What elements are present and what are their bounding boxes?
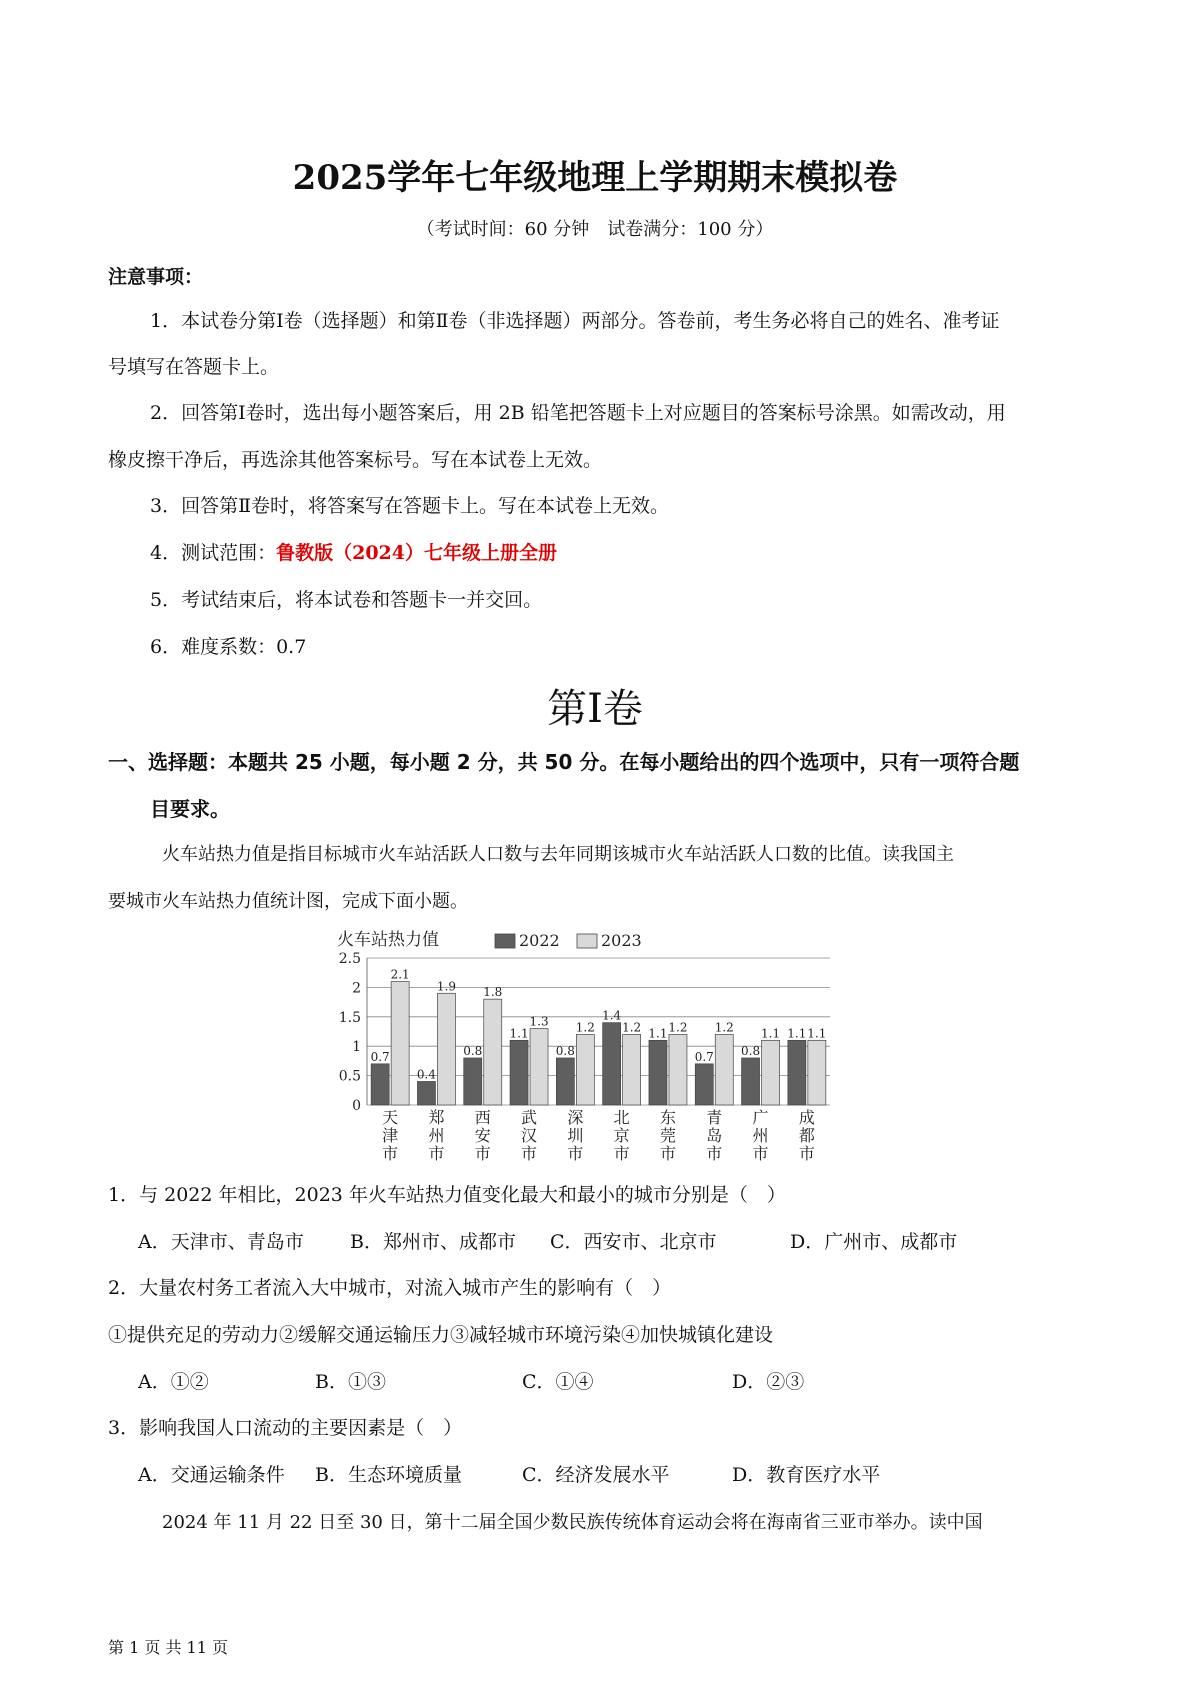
data-label-2023-深圳市: 1.2 (575, 1020, 595, 1035)
x-tick-label-郑州市-0: 郑 (428, 1108, 445, 1127)
bar-2022-北京市 (603, 1023, 621, 1105)
bar-2022-郑州市 (417, 1081, 435, 1105)
chart-intro-line-2: 要城市火车站热力值统计图，完成下面小题。 (108, 891, 468, 912)
q2-option-a: A．①② (138, 1371, 209, 1393)
data-label-2023-广州市: 1.1 (761, 1026, 781, 1041)
notice-item-1-line-2: 号填写在答题卡上。 (108, 356, 280, 378)
data-label-2022-东莞市: 1.1 (648, 1026, 668, 1041)
bar-2023-深圳市 (576, 1034, 594, 1105)
section-title: 第Ⅰ卷 (547, 686, 643, 732)
legend-swatch-2023 (577, 934, 597, 948)
x-tick-label-北京市-1: 京 (613, 1126, 630, 1145)
data-label-2023-郑州市: 1.9 (436, 979, 456, 994)
x-tick-label-成都市-1: 都 (798, 1126, 815, 1145)
y-tick-label: 2 (352, 980, 361, 997)
bar-2023-青岛市 (715, 1034, 733, 1105)
bar-chart (325, 925, 865, 1170)
y-tick-label: 1 (352, 1039, 361, 1056)
q1-option-d: D．广州市、成都市 (790, 1231, 958, 1253)
y-tick-label: 1.5 (338, 1009, 361, 1026)
test-scope: 鲁教版（2024）七年级上册全册 (276, 542, 557, 564)
bar-2022-成都市 (788, 1040, 806, 1105)
data-label-2023-北京市: 1.2 (622, 1020, 642, 1035)
x-tick-label-广州市-0: 广 (752, 1108, 769, 1127)
q2-option-c: C．①④ (522, 1371, 594, 1393)
x-tick-label-成都市-2: 市 (798, 1144, 815, 1163)
page-title: 2025学年七年级地理上学期期末模拟卷 (292, 158, 898, 198)
passage-intro: 2024 年 11 月 22 日至 30 日，第十二届全国少数民族传统体育运动会将在海南省三亚市举办。读中国 (162, 1512, 983, 1533)
x-tick-label-深圳市-2: 市 (567, 1144, 584, 1163)
notice-heading: 注意事项： (108, 266, 204, 288)
data-label-2023-东莞市: 1.2 (668, 1020, 688, 1035)
x-tick-label-青岛市-0: 青 (706, 1108, 723, 1127)
x-tick-label-青岛市-1: 岛 (706, 1126, 723, 1145)
x-tick-label-广州市-1: 州 (752, 1126, 769, 1145)
chart-intro-line-1: 火车站热力值是指目标城市火车站活跃人口数与去年同期该城市火车站活跃人口数的比值。读我国主 (162, 844, 954, 865)
page-footer: 第 1 页 共 11 页 (108, 1638, 228, 1657)
x-tick-label-东莞市-2: 市 (659, 1144, 676, 1163)
bar-2023-郑州市 (437, 993, 455, 1105)
data-label-2022-天津市: 0.7 (370, 1049, 390, 1064)
x-tick-label-青岛市-2: 市 (706, 1144, 723, 1163)
legend-label-2023: 2023 (601, 931, 642, 950)
question-1: 1．与 2022 年相比，2023 年火车站热力值变化最大和最小的城市分别是（ ） (108, 1184, 786, 1206)
q1-option-a: A．天津市、青岛市 (138, 1231, 304, 1253)
q3-option-d: D．教育医疗水平 (732, 1464, 881, 1486)
notice-item-2-line-2: 橡皮擦干净后，再选涂其他答案标号。写在本试卷上无效。 (108, 449, 603, 471)
notice-item-6: 6．难度系数：0.7 (150, 636, 307, 658)
x-tick-label-西安市-0: 西 (474, 1108, 491, 1127)
legend-swatch-2022 (495, 934, 515, 948)
bar-2023-北京市 (623, 1034, 641, 1105)
x-tick-label-武汉市-1: 汉 (521, 1126, 538, 1145)
data-label-2022-成都市: 1.1 (787, 1026, 807, 1041)
x-tick-label-北京市-2: 市 (613, 1144, 630, 1163)
data-label-2023-武汉市: 1.3 (529, 1014, 549, 1029)
x-tick-label-西安市-1: 安 (474, 1126, 491, 1145)
notice-item-2-line-1: 2．回答第Ⅰ卷时，选出每小题答案后，用 2B 铅笔把答题卡上对应题目的答案标号涂黑。如需改动，用 (150, 402, 1006, 424)
x-tick-label-天津市-1: 津 (382, 1126, 399, 1145)
bar-2023-东莞市 (669, 1034, 687, 1105)
question-2: 2．大量农村务工者流入大中城市，对流入城市产生的影响有（ ） (108, 1277, 672, 1299)
q3-option-a: A．交通运输条件 (138, 1464, 285, 1486)
data-label-2022-广州市: 0.8 (741, 1043, 761, 1058)
x-tick-label-天津市-2: 市 (382, 1144, 399, 1163)
bar-2022-西安市 (464, 1058, 482, 1105)
bar-2022-武汉市 (510, 1040, 528, 1105)
notice-item-4-prefix: 4．测试范围： (150, 542, 277, 564)
bar-2023-成都市 (808, 1040, 826, 1105)
x-tick-label-北京市-0: 北 (613, 1108, 630, 1127)
data-label-2023-青岛市: 1.2 (714, 1020, 734, 1035)
bar-2022-广州市 (742, 1058, 760, 1105)
data-label-2022-西安市: 0.8 (463, 1043, 483, 1058)
chart-title: 火车站热力值 (337, 930, 439, 950)
notice-item-5: 5．考试结束后，将本试卷和答题卡一并交回。 (150, 589, 543, 611)
x-tick-label-广州市-2: 市 (752, 1144, 769, 1163)
x-tick-label-武汉市-0: 武 (521, 1108, 538, 1127)
bar-2022-青岛市 (695, 1064, 713, 1105)
notice-item-4 (150, 538, 557, 565)
bar-2023-广州市 (762, 1040, 780, 1105)
x-tick-label-深圳市-1: 圳 (567, 1126, 584, 1145)
q1-option-c: C．西安市、北京市 (550, 1231, 717, 1253)
exam-info: （考试时间：60 分钟 试卷满分：100 分） (416, 219, 774, 240)
x-tick-label-西安市-2: 市 (474, 1144, 491, 1163)
data-label-2022-青岛市: 0.7 (694, 1049, 714, 1064)
bar-2023-西安市 (484, 999, 502, 1105)
data-label-2022-深圳市: 0.8 (555, 1043, 575, 1058)
bar-2022-东莞市 (649, 1040, 667, 1105)
data-label-2023-成都市: 1.1 (807, 1026, 827, 1041)
x-tick-label-东莞市-1: 莞 (659, 1126, 676, 1145)
q1-option-b: B．郑州市、成都市 (350, 1231, 516, 1253)
data-label-2023-天津市: 2.1 (390, 967, 410, 982)
bar-2022-深圳市 (556, 1058, 574, 1105)
x-tick-label-郑州市-2: 市 (428, 1144, 445, 1163)
bar-2022-天津市 (371, 1064, 389, 1105)
x-tick-label-东莞市-0: 东 (659, 1108, 676, 1127)
legend-label-2022: 2022 (519, 931, 560, 950)
x-tick-label-深圳市-0: 深 (567, 1108, 584, 1127)
q2-option-b: B．①③ (315, 1371, 386, 1393)
part1-heading-line-2: 目要求。 (150, 797, 230, 821)
y-tick-label: 0 (352, 1098, 361, 1114)
part1-heading-line-1: 一、选择题：本题共 25 小题，每小题 2 分，共 50 分。在每小题给出的四个选项中，只有一项符合题 (108, 750, 1020, 774)
data-label-2023-西安市: 1.8 (483, 985, 503, 1000)
bar-2023-武汉市 (530, 1029, 548, 1105)
question-3: 3．影响我国人口流动的主要因素是（ ） (108, 1417, 463, 1439)
y-tick-label: 2.5 (338, 951, 361, 967)
q2-option-d: D．②③ (732, 1371, 805, 1393)
notice-item-3: 3．回答第Ⅱ卷时，将答案写在答题卡上。写在本试卷上无效。 (150, 495, 670, 517)
data-label-2022-北京市: 1.4 (602, 1008, 622, 1023)
y-tick-label: 0.5 (338, 1068, 361, 1085)
x-tick-label-天津市-0: 天 (382, 1108, 399, 1127)
data-label-2022-武汉市: 1.1 (509, 1026, 529, 1041)
data-label-2022-郑州市: 0.4 (416, 1067, 436, 1082)
bar-2023-天津市 (391, 982, 409, 1105)
x-tick-label-武汉市-2: 市 (521, 1144, 538, 1163)
q2-statements: ①提供充足的劳动力②缓解交通运输压力③减轻城市环境污染④加快城镇化建设 (108, 1324, 774, 1346)
q3-option-b: B．生态环境质量 (315, 1464, 462, 1486)
notice-item-1-line-1: 1．本试卷分第Ⅰ卷（选择题）和第Ⅱ卷（非选择题）两部分。答卷前，考生务必将自己的姓名、准考证 (150, 310, 1000, 332)
x-tick-label-郑州市-1: 州 (428, 1126, 445, 1145)
q3-option-c: C．经济发展水平 (522, 1464, 670, 1486)
x-tick-label-成都市-0: 成 (798, 1108, 815, 1127)
